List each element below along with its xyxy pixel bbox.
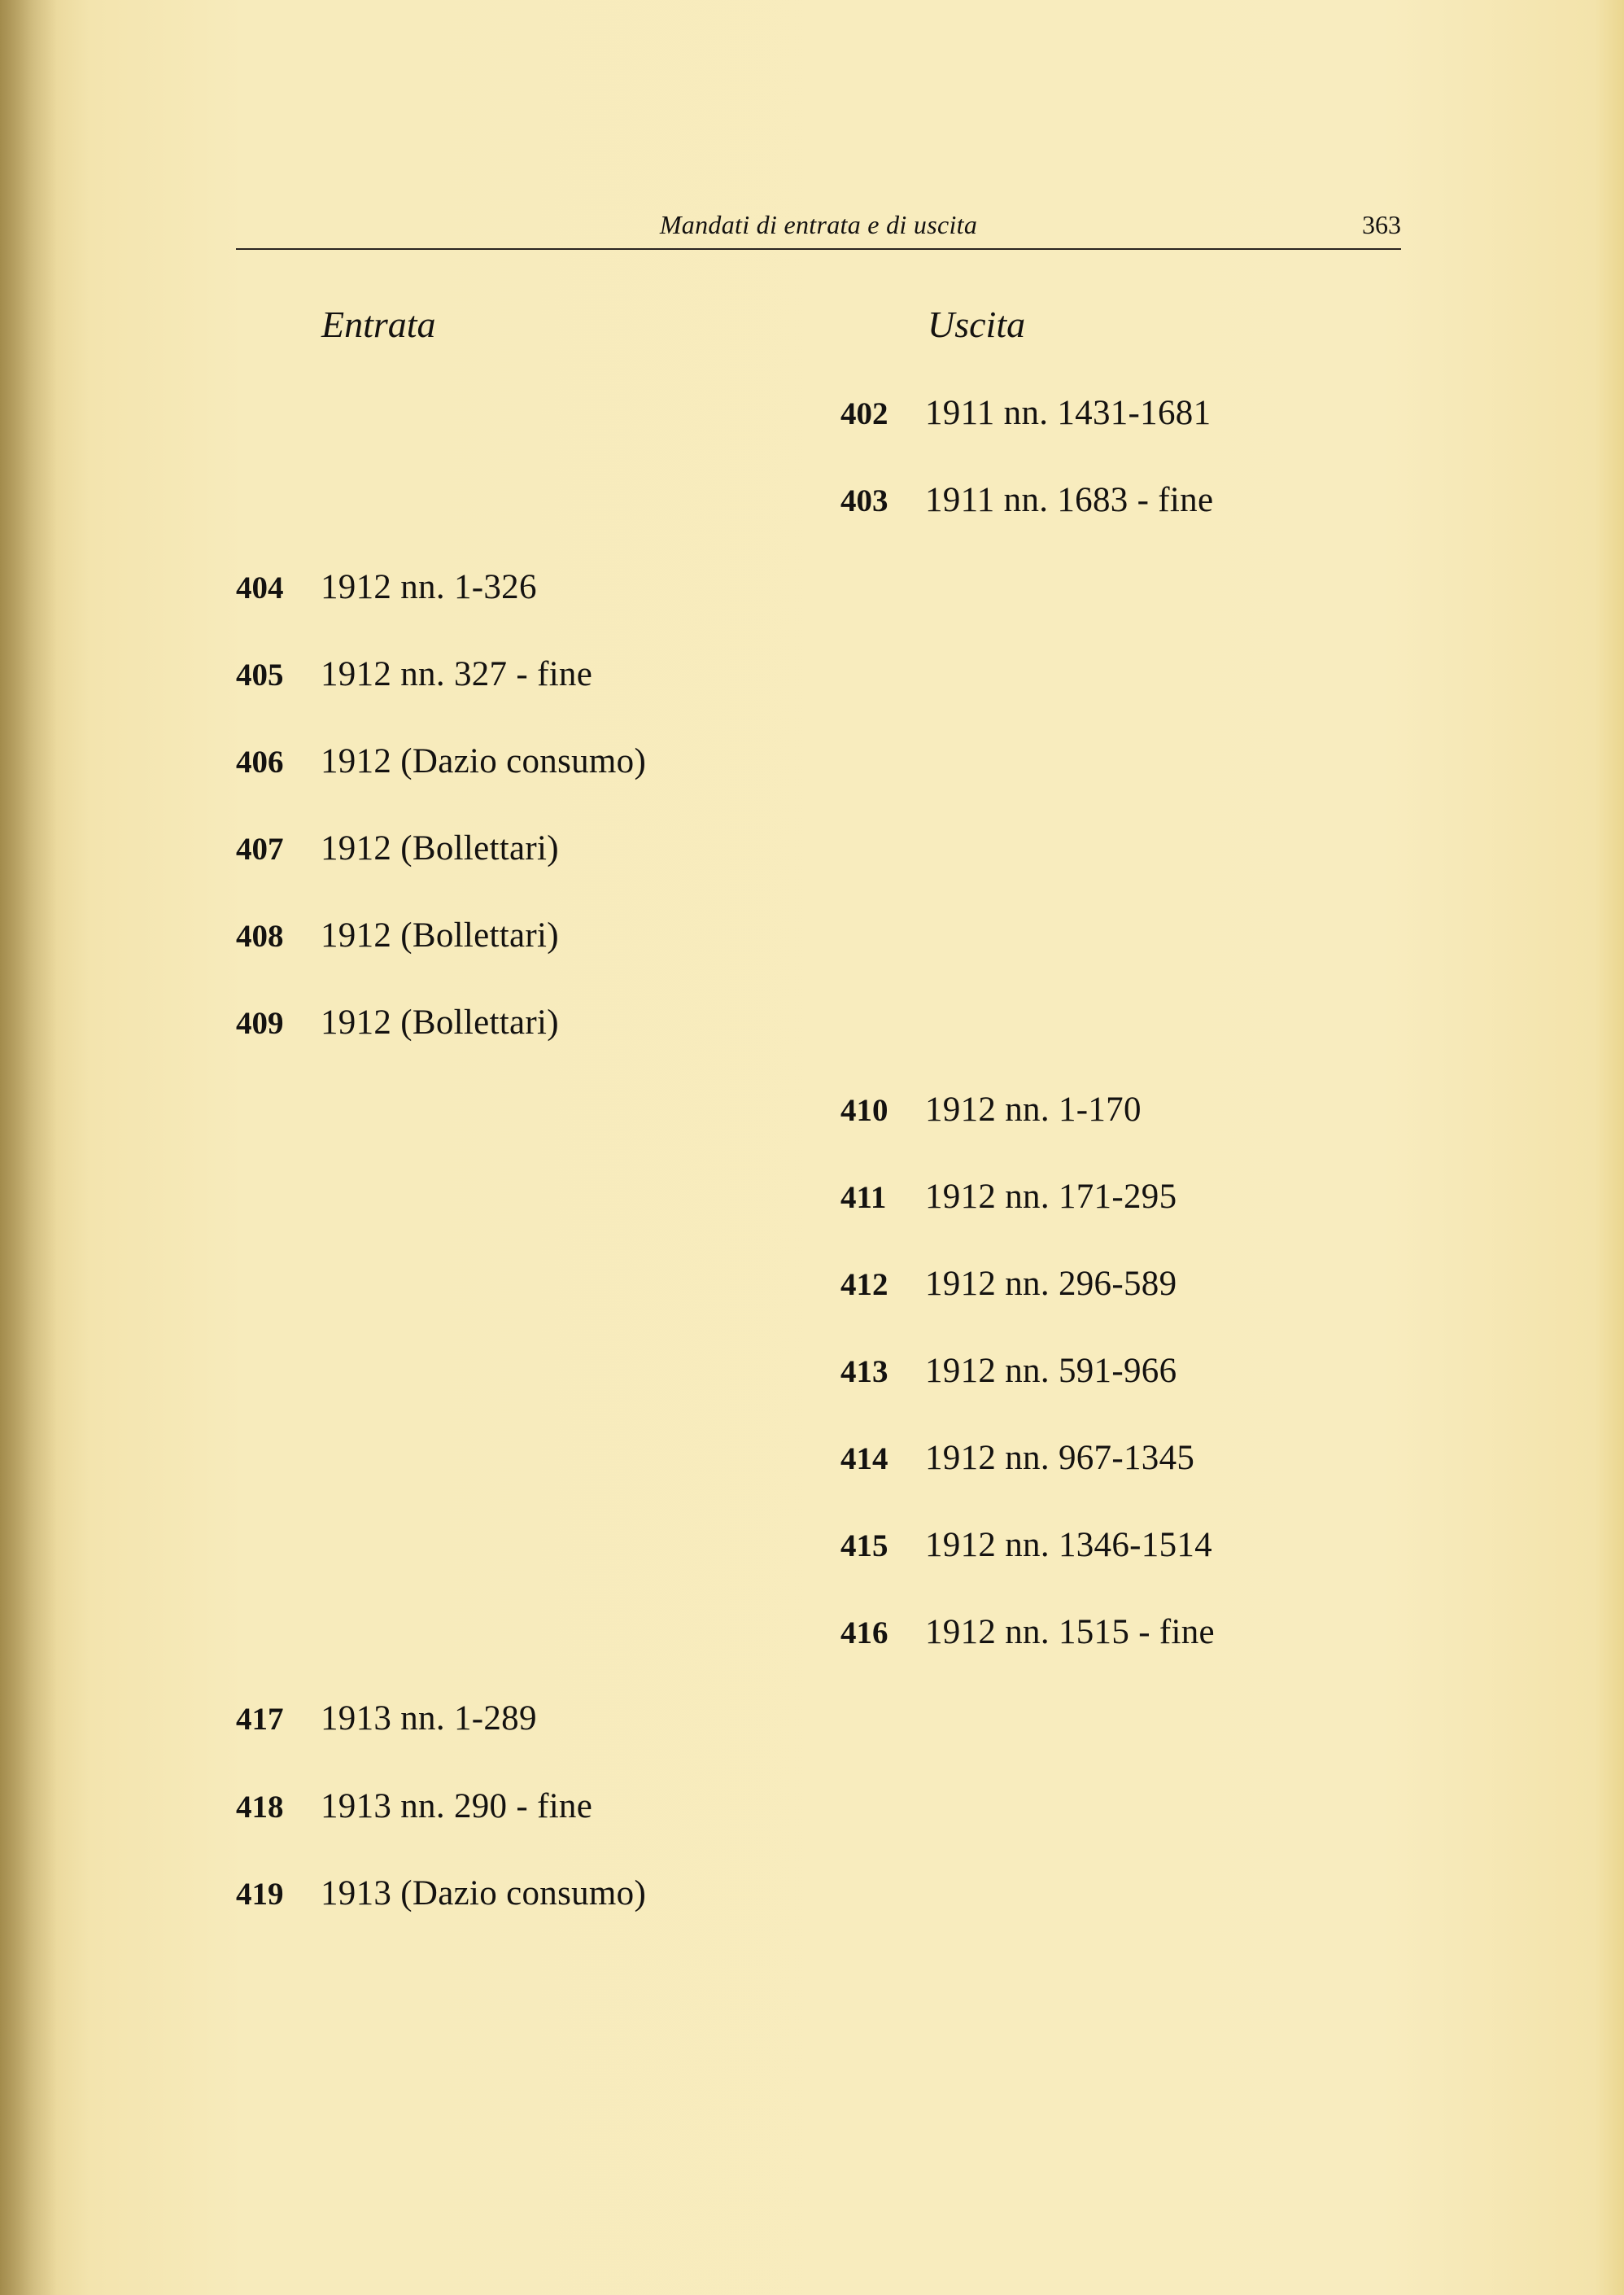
entry-text: 1913 nn. 1-289 [321,1699,537,1738]
uscita-heading: Uscita [928,304,1026,345]
entry-text: 1911 nn. 1431-1681 [925,394,1211,432]
entry-text: 1912 (Dazio consumo) [321,742,647,780]
uscita-entry [840,1612,1215,1661]
entry-text: 1912 (Bollettari) [321,1003,559,1042]
entry-number: 409 [236,1006,284,1041]
entry-text: 1913 (Dazio consumo) [321,1874,647,1912]
entry-text: 1913 nn. 290 - fine [321,1787,593,1825]
entry-number: 407 [236,832,284,867]
uscita-entry [840,1351,1177,1400]
entry-text: 1911 nn. 1683 - fine [925,481,1214,519]
entrata-entry [236,1786,592,1835]
entry-text: 1912 nn. 296-589 [925,1265,1177,1303]
entry-text: 1912 nn. 327 - fine [321,655,593,693]
entry-number: 412 [840,1267,888,1302]
header-rule [236,248,1401,250]
entry-text: 1912 nn. 1-170 [925,1091,1142,1129]
entry-text: 1912 nn. 171-295 [925,1178,1177,1216]
uscita-entry [840,480,1213,529]
entry-text: 1912 nn. 1346-1514 [925,1526,1212,1564]
running-title: Mandati di entrata e di uscita [659,210,978,239]
entry-number: 418 [236,1790,284,1825]
page-number: 363 [1362,210,1401,239]
entry-number: 406 [236,745,284,780]
entry-number: 402 [840,396,888,431]
entrata-entry [236,1698,537,1747]
running-head [236,205,1401,246]
entrata-heading: Entrata [321,304,436,345]
entry-number: 404 [236,570,284,605]
entry-number: 413 [840,1354,888,1389]
entry-number: 408 [236,919,284,954]
entry-number: 417 [236,1702,284,1737]
entry-number: 419 [236,1877,284,1912]
entry-number: 414 [840,1441,888,1476]
entry-number: 415 [840,1528,888,1563]
entrata-entry [236,741,646,790]
entry-text: 1912 (Bollettari) [321,916,559,955]
entry-text: 1912 nn. 1-326 [321,568,537,606]
entrata-entry [236,567,537,616]
entrata-entry [236,828,559,877]
entry-number: 416 [840,1615,888,1650]
spine-shadow [0,0,57,2295]
entry-number: 403 [840,483,888,518]
entry-number: 411 [840,1180,887,1215]
entry-text: 1912 nn. 591-966 [925,1352,1177,1390]
entrata-entry [236,1873,646,1922]
entry-text: 1912 nn. 967-1345 [925,1439,1195,1477]
uscita-entry [840,1177,1177,1226]
entry-number: 410 [840,1093,888,1128]
uscita-entry [840,1525,1212,1574]
entrata-entry [236,916,559,964]
entrata-entry [236,654,592,703]
uscita-entry [840,1438,1194,1487]
uscita-entry [840,1090,1142,1139]
entry-text: 1912 nn. 1515 - fine [925,1613,1215,1651]
entry-text: 1912 (Bollettari) [321,829,559,868]
uscita-entry [840,393,1211,442]
entrata-entry [236,1003,559,1051]
uscita-entry [840,1264,1177,1313]
entry-number: 405 [236,658,284,693]
